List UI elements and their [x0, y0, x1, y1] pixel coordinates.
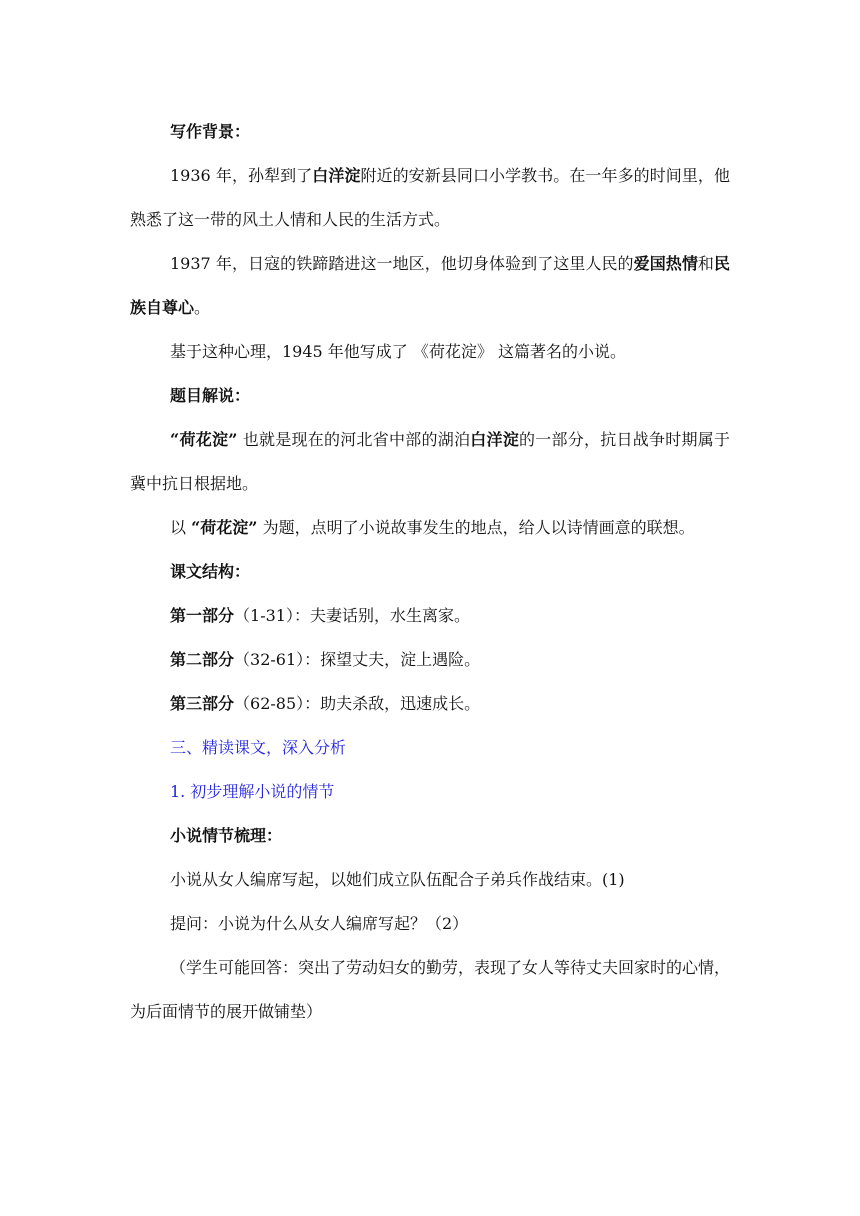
part-label: 第三部分 [170, 694, 235, 713]
part-label: 第一部分 [170, 606, 235, 625]
structure-heading: 课文结构： [170, 562, 251, 581]
bold-term: 白洋淀 [312, 166, 361, 185]
structure-part-1 [130, 594, 730, 638]
part-text: （62-85）：助夫杀敌，迅速成长。 [234, 694, 481, 713]
bold-term: “荷花淀” [191, 518, 258, 537]
bold-term: “荷花淀” [170, 430, 238, 449]
text-run: 为题，点明了小说故事发生的地点，给人以诗情画意的联想。 [257, 518, 695, 537]
text-run: 的一部分，抗日战争时期属于冀中抗日根据地。 [130, 430, 730, 493]
bold-term: 民族自尊心 [130, 254, 730, 317]
text-run: 1936 年，孙犁到了 [170, 166, 313, 185]
title-paragraph-1 [130, 418, 730, 506]
structure-part-2 [130, 638, 730, 682]
text-run: 和 [697, 254, 714, 273]
background-paragraph-1 [130, 154, 730, 242]
title-heading: 题目解说： [170, 386, 251, 405]
text-run: 也就是现在的河北省中部的湖泊 [237, 430, 471, 449]
text-run: 附近的安新县同口小学教书。在一年多的时间里，他熟悉了这一带的风土人情和人民的生活方式。 [130, 166, 730, 229]
text-run: 以 [170, 518, 192, 537]
text-run: 1937 年，日寇的铁蹄踏进这一地区，他切身体验到了这里人民的 [170, 254, 634, 273]
subsection-heading: 1. 初步理解小说的情节 [170, 782, 335, 801]
plot-paragraph-3: （学生可能回答：突出了劳动妇女的勤劳，表现了女人等待丈夫回家时的心情，为后面情节的展开做铺垫） [130, 958, 731, 1021]
plot-heading: 小说情节梳理： [170, 826, 283, 845]
plot-paragraph-2: 提问：小说为什么从女人编席写起？（2） [170, 914, 469, 933]
part-text: （1-31）：夫妻话别，水生离家。 [234, 606, 470, 625]
document-body [130, 110, 730, 1034]
part-text: （32-61）：探望丈夫，淀上遇险。 [234, 650, 481, 669]
text-run: 。 [194, 298, 211, 317]
plot-paragraph-1: 小说从女人编席写起，以她们成立队伍配合子弟兵作战结束。(1) [170, 870, 625, 889]
title-paragraph-2 [130, 506, 730, 550]
bold-term: 爱国热情 [633, 254, 698, 273]
background-paragraph-2 [130, 242, 730, 330]
background-heading: 写作背景： [170, 122, 251, 141]
part-label: 第二部分 [170, 650, 235, 669]
section-heading: 三、精读课文，深入分析 [170, 738, 347, 757]
structure-part-3 [130, 682, 730, 726]
background-paragraph-3: 基于这种心理，1945 年他写成了 《荷花淀》 这篇著名的小说。 [170, 342, 626, 361]
bold-term: 白洋淀 [470, 430, 519, 449]
